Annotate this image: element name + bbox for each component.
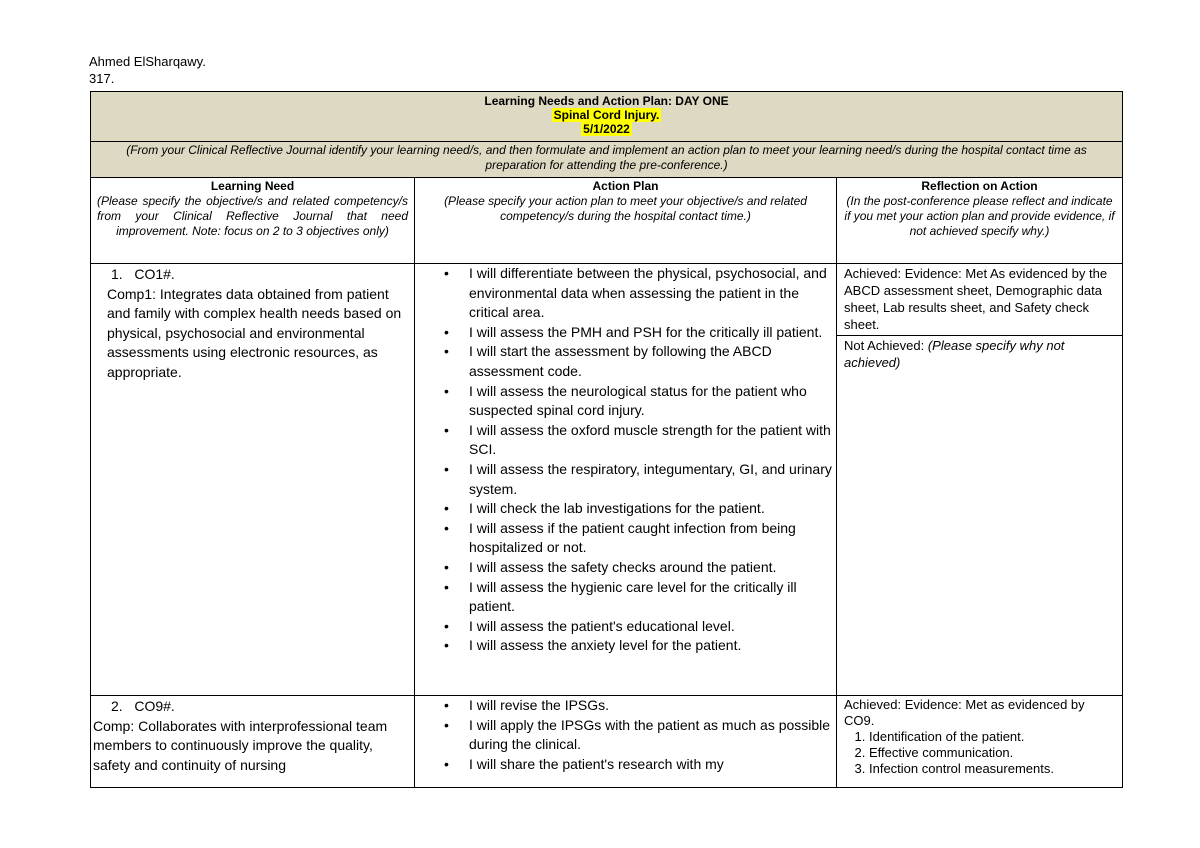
author-id: 317. — [89, 71, 115, 86]
plan-topic: Spinal Cord Injury. — [553, 108, 660, 122]
learning-need-heading-2 — [93, 697, 410, 717]
learning-need-cell-2 — [91, 696, 415, 788]
evidence-item: 2. Effective communication. — [869, 745, 1112, 761]
achieved-text-1: Achieved: Evidence: Met As evidenced by the ABCD assessment sheet, Demographic data sheet, Lab results sheet, and Safety check sheet. — [844, 266, 1108, 332]
plan-title: Learning Needs and Action Plan: DAY ONE — [484, 94, 729, 108]
learning-need-cell-1 — [91, 264, 415, 696]
action-item: • I will assess the safety checks around the patient. — [469, 558, 832, 578]
action-item: • I will apply the IPSGs with the patient as much as possible during the clinical. — [469, 716, 832, 755]
author-name: Ahmed ElSharqawy. — [89, 54, 206, 69]
reflection-cell-1 — [837, 264, 1123, 696]
achieved-text-2: Achieved: Evidence: Met as evidenced by CO9. — [844, 697, 1085, 728]
reflection-cell-2 — [837, 696, 1123, 788]
reflection-header — [837, 178, 1123, 264]
action-item: • I will differentiate between the physical, psychosocial, and environmental data when assessing the patient in the critical area. — [469, 264, 832, 323]
action-plan-list-2 — [415, 696, 836, 774]
reflection-title: Reflection on Action — [921, 179, 1038, 193]
action-item: • I will assess the patient's educational level. — [469, 617, 832, 637]
action-item: • I will share the patient's research with my — [469, 755, 832, 775]
learning-plan-table — [90, 91, 1123, 788]
author-block — [89, 53, 206, 87]
action-item: • I will start the assessment by following the ABCD assessment code. — [469, 342, 832, 381]
action-item: • I will assess the neurological status for the patient who suspected spinal cord injury. — [469, 382, 832, 421]
plan-instruction: (From your Clinical Reflective Journal identify your learning need/s, and then formulate and implement an action plan to meet your learning need/s during the hospital contact time as preparation for attending the pre-conference.) — [91, 142, 1123, 178]
achieved-block-2 — [837, 696, 1122, 779]
plan-header — [91, 92, 1123, 142]
action-item: • I will assess the hygienic care level for the critically ill patient. — [469, 578, 832, 617]
plan-date: 5/1/2022 — [583, 122, 630, 136]
action-item: • I will assess the PMH and PSH for the critically ill patient. — [469, 323, 832, 343]
learning-need-number-2: 2. — [111, 698, 123, 714]
learning-need-header — [91, 178, 415, 264]
action-item: • I will check the lab investigations for the patient. — [469, 499, 832, 519]
action-item: • I will assess if the patient caught infection from being hospitalized or not. — [469, 519, 832, 558]
learning-need-competency-1: Comp1: Integrates data obtained from patient and family with complex health needs based on physical, psychosocial and environmental assessments using electronic resources, as appropriate. — [107, 285, 402, 380]
reflection-note: (In the post-conference please reflect and indicate if you met your action plan and provide evidence, if not achieved specify why.) — [844, 194, 1115, 238]
not-achieved-label: Not Achieved: — [844, 338, 925, 353]
action-plan-note: (Please specify your action plan to meet your objective/s and related competency/s during the hospital contact time.) — [444, 194, 807, 223]
action-plan-cell-1 — [415, 264, 837, 696]
action-plan-header — [415, 178, 837, 264]
action-plan-title: Action Plan — [592, 179, 659, 193]
action-plan-list-1 — [415, 264, 836, 656]
not-achieved-text-1 — [837, 335, 1122, 373]
evidence-item: 1. Identification of the patient. — [869, 729, 1112, 745]
action-plan-cell-2 — [415, 696, 837, 788]
evidence-item: 3. Infection control measurements. — [869, 761, 1112, 777]
action-item: • I will revise the IPSGs. — [469, 696, 832, 716]
learning-need-number-1: 1. — [111, 266, 123, 282]
learning-need-competency-2: Comp: Collaborates with interprofessional team members to continuously improve the quality, safety and continuity of nursing — [93, 717, 388, 773]
learning-need-heading-1 — [107, 265, 402, 285]
not-achieved-note: (Please specify why not achieved) — [844, 338, 1065, 370]
learning-need-title: Learning Need — [210, 179, 295, 193]
learning-need-note: (Please specify the objective/s and related competency/s from your Clinical Reflective Journal that need improvement. Note: focus on 2 to 3 objectives only) — [97, 194, 408, 238]
evidence-list-2 — [844, 729, 1112, 777]
learning-need-code-2: CO9#. — [134, 698, 175, 714]
action-item: • I will assess the respiratory, integumentary, GI, and urinary system. — [469, 460, 832, 499]
action-item: • I will assess the oxford muscle strength for the patient with SCI. — [469, 421, 832, 460]
action-item: • I will assess the anxiety level for the patient. — [469, 636, 832, 656]
learning-need-code-1: CO1#. — [134, 266, 175, 282]
